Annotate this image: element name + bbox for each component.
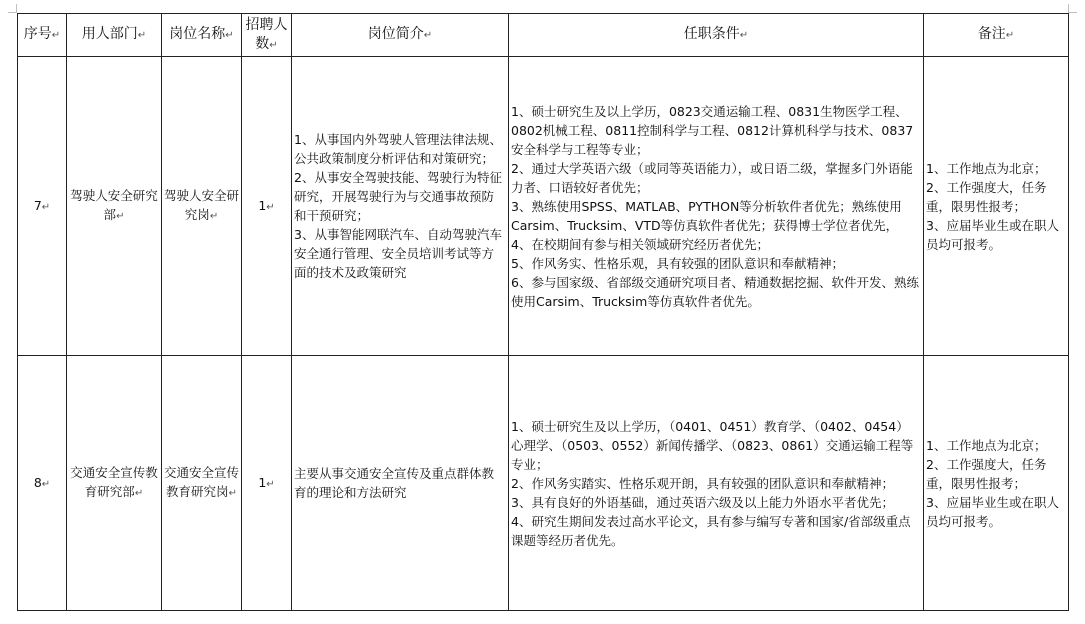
cell-post: 驾驶人安全研究岗↵ bbox=[162, 57, 242, 356]
note-line: 3、应届毕业生或在职人员均可报考。 bbox=[926, 494, 1059, 529]
cell-req bbox=[509, 57, 924, 356]
cell-req bbox=[509, 356, 924, 611]
header-intro: 岗位简介↵ bbox=[292, 14, 509, 57]
cell-dept: 交通安全宣传教育研究部↵ bbox=[67, 356, 162, 611]
note-line: 2、工作强度大，任务重，限男性报考； bbox=[926, 179, 1047, 214]
header-post: 岗位名称↵ bbox=[162, 14, 242, 57]
cell-note bbox=[924, 57, 1069, 356]
cell-post: 交通安全宣传教育研究岗↵ bbox=[162, 356, 242, 611]
intro-line: 2、从事安全驾驶技能、驾驶行为特征研究，开展驾驶行为与交通事故预防和干预研究； bbox=[294, 170, 502, 223]
header-req: 任职条件↵ bbox=[509, 14, 924, 57]
table-row bbox=[18, 57, 1069, 356]
cell-intro bbox=[292, 57, 509, 356]
req-line: 4、研究生期间发表过高水平论文，具有参与编写专著和国家/省部级重点课题等经历者优先。 bbox=[511, 513, 911, 548]
intro-line: 主要从事交通安全宣传及重点群体教育的理论和方法研究 bbox=[294, 466, 495, 500]
header-count: 招聘人数↵ bbox=[242, 14, 292, 57]
note-line: 3、应届毕业生或在职人员均可报考。 bbox=[926, 217, 1059, 252]
req-line: 5、作风务实、性格乐观，具有较强的团队意识和奉献精神； bbox=[511, 255, 844, 271]
header-row bbox=[18, 14, 1069, 57]
cell-dept: 驾驶人安全研究部↵ bbox=[67, 57, 162, 356]
page-corner-mark bbox=[1068, 4, 1077, 13]
note-line: 1、工作地点为北京； bbox=[926, 160, 1047, 176]
intro-line: 3、从事智能网联汽车、自动驾驶汽车安全通行管理、安全员培训考试等方面的技术及政策研究 bbox=[294, 227, 502, 280]
req-line: 2、通过大学英语六级（或同等英语能力），或日语二级，掌握多门外语能力者、口语较好者优先； bbox=[511, 160, 913, 195]
req-line: 6、参与国家级、省部级交通研究项目者、精通数据挖掘、软件开发、熟练使用Carsim、Trucksim等仿真软件者优先。 bbox=[511, 274, 919, 309]
req-line: 3、熟练使用SPSS、MATLAB、PYTHON等分析软件者优先；熟练使用Carsim、Trucksim、VTD等仿真软件者优先；获得博士学位者优先， bbox=[511, 198, 902, 233]
header-dept: 用人部门↵ bbox=[67, 14, 162, 57]
cell-count: 1↵ bbox=[242, 356, 292, 611]
cell-seq: 8↵ bbox=[18, 356, 67, 611]
intro-line: 1、从事国内外驾驶人管理法律法规、公共政策制度分析评估和对策研究； bbox=[294, 132, 502, 166]
cell-intro bbox=[292, 356, 509, 611]
cell-seq: 7↵ bbox=[18, 57, 67, 356]
req-line: 4、在校期间有参与相关领域研究经历者优先； bbox=[511, 236, 769, 252]
note-line: 1、工作地点为北京； bbox=[926, 437, 1047, 453]
req-line: 1、硕士研究生及以上学历，（0401、0451）教育学、（0402、0454）心理学、（0503、0552）新闻传播学、（0823、0861）交通运输工程等专业； bbox=[511, 418, 914, 472]
req-line: 3、具有良好的外语基础，通过英语六级及以上能力外语水平者优先； bbox=[511, 494, 894, 510]
header-note: 备注↵ bbox=[924, 14, 1069, 57]
header-seq: 序号↵ bbox=[18, 14, 67, 57]
note-line: 2、工作强度大，任务重，限男性报考； bbox=[926, 456, 1047, 491]
req-line: 1、硕士研究生及以上学历，0823交通运输工程、0831生物医学工程、0802机械工程、0811控制科学与工程、0812计算机科学与技术、0837安全科学与工程等专业； bbox=[511, 103, 914, 157]
table-row bbox=[18, 356, 1069, 611]
cell-count: 1↵ bbox=[242, 57, 292, 356]
page-corner-mark bbox=[8, 4, 17, 13]
req-line: 2、作风务实踏实、性格乐观开朗，具有较强的团队意识和奉献精神； bbox=[511, 475, 894, 491]
recruitment-table bbox=[17, 13, 1069, 611]
cell-note bbox=[924, 356, 1069, 611]
